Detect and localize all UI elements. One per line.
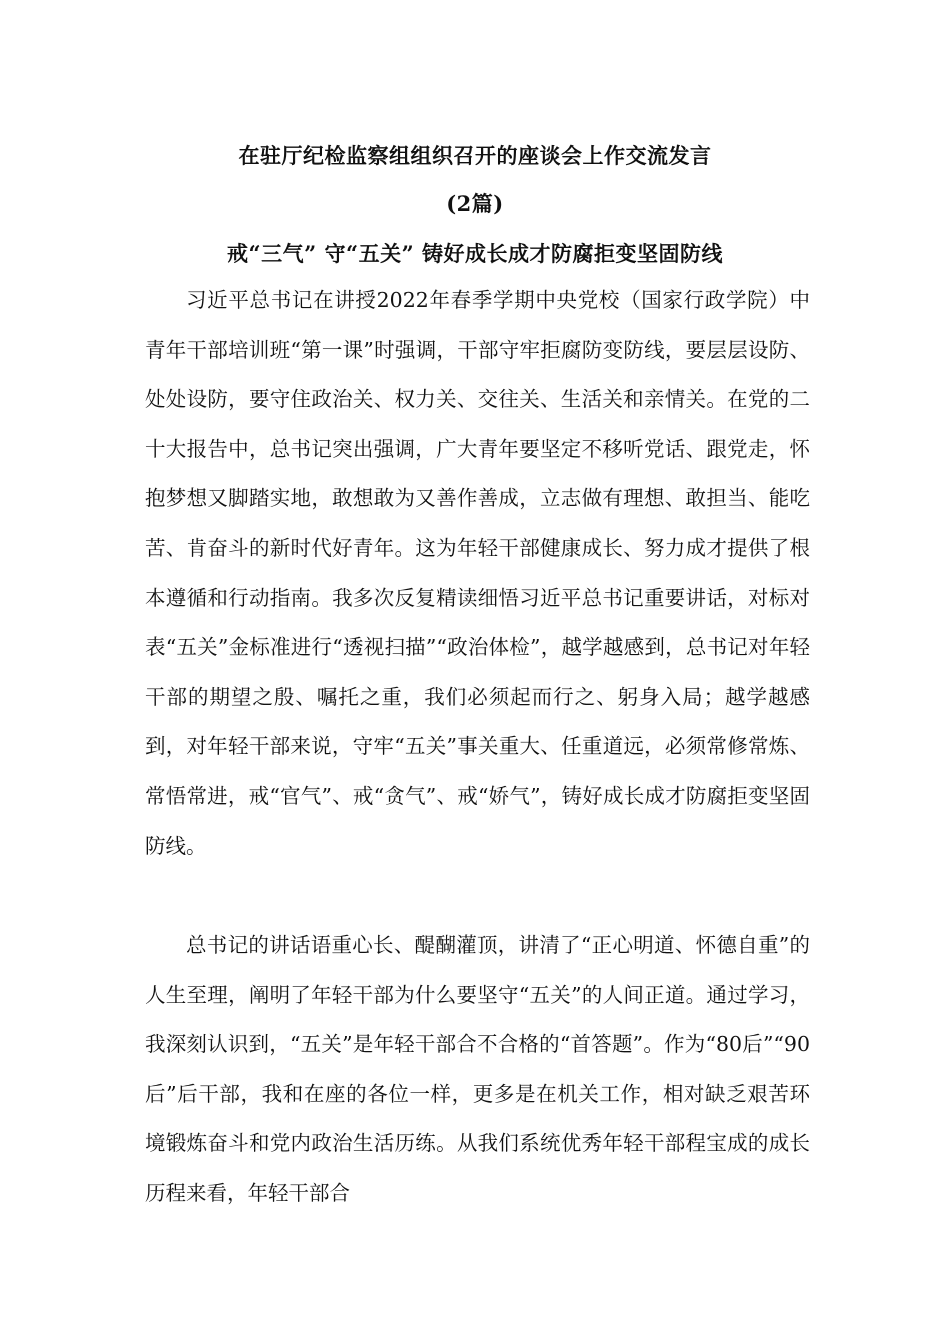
- document-subtitle: (2篇): [446, 191, 504, 216]
- body-paragraph-2: 总书记的讲话语重心长、醍醐灌顶，讲清了“正心明道、怀德自重”的人生至理，阐明了年轻干部为什么要坚守“五关”的人间正道。通过学习，我深刻认识到，“五关”是年轻干部合不合格的“首答题”。作为“80后”“90后”后干部，我和在座的各位一样，更多是在机关工作，相对缺乏艰苦环境锻炼奋斗和党内政治生活历练。从我们系统优秀年轻干部程宝成的成长历程来看，年轻干部合: [145, 933, 810, 1205]
- section-heading: 戒“三气” 守“五关” 铸好成长成才防腐拒变坚固防线: [227, 241, 723, 266]
- document-title: 在驻厅纪检监察组组织召开的座谈会上作交流发言: [238, 143, 712, 168]
- body-paragraph-1: 习近平总书记在讲授2022年春季学期中央党校（国家行政学院）中青年干部培训班“第一课”时强调，干部守牢拒腐防变防线，要层层设防、处处设防，要守住政治关、权力关、交往关、生活关和亲情关。在党的二十大报告中，总书记突出强调，广大青年要坚定不移听党话、跟党走，怀抱梦想又脚踏实地，敢想敢为又善作善成，立志做有理想、敢担当、能吃苦、肯奋斗的新时代好青年。这为年轻干部健康成长、努力成才提供了根本遵循和行动指南。我多次反复精读细悟习近平总书记重要讲话，对标对表“五关”金标准进行“透视扫描”“政治体检”，越学越感到，总书记对年轻干部的期望之殷、嘱托之重，我们必须起而行之、躬身入局；越学越感到，对年轻干部来说，守牢“五关”事关重大、任重道远，必须常修常炼、常悟常进，戒“官气”、戒“贪气”、戒“娇气”，铸好成长成才防腐拒变坚固防线。: [145, 288, 810, 858]
